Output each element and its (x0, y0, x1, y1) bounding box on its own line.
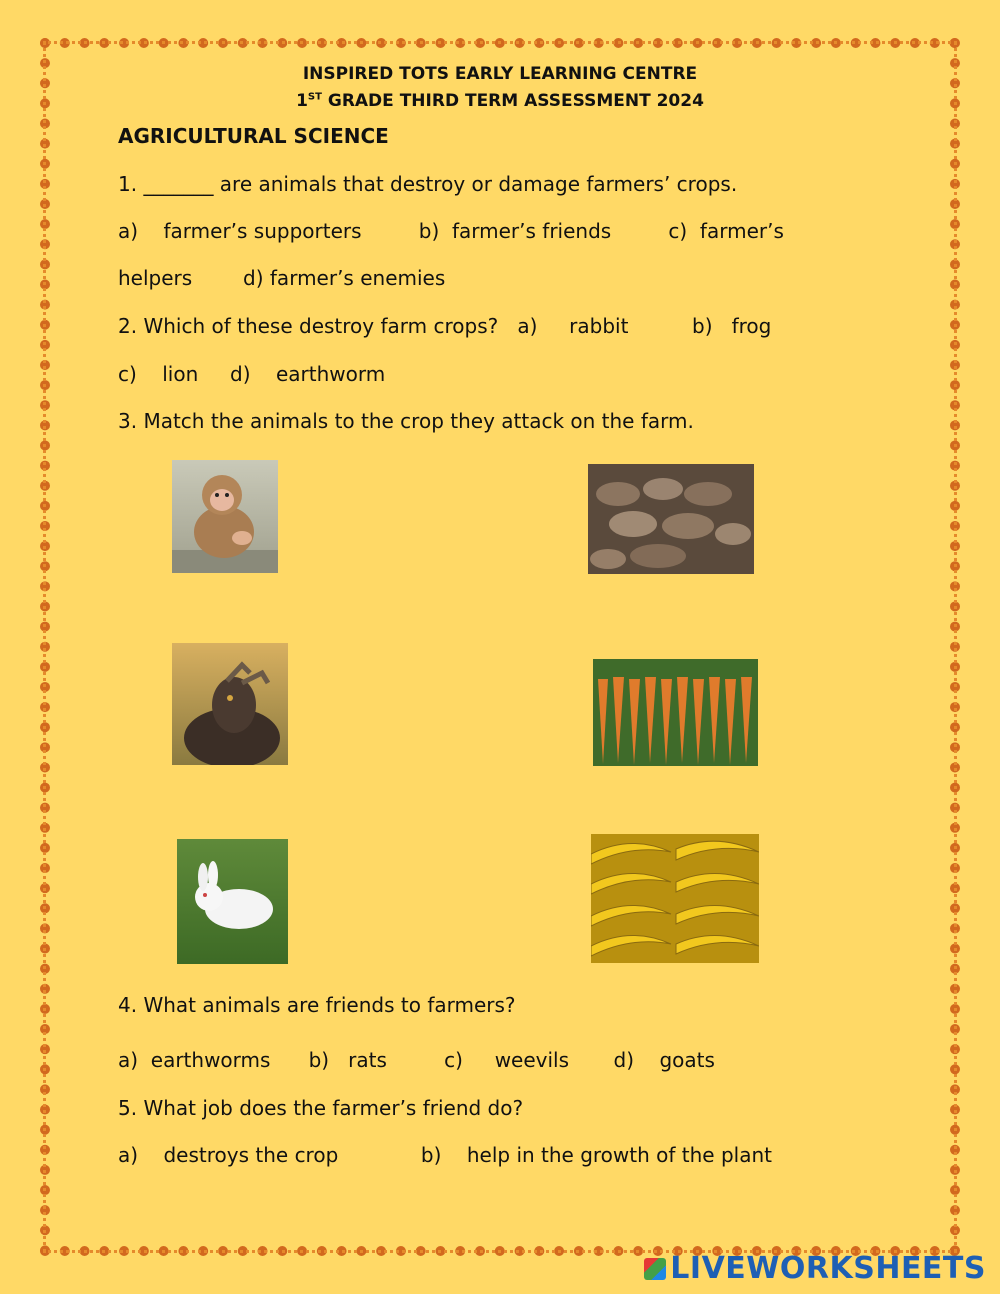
question-4: 4. What animals are friends to farmers? (118, 993, 516, 1017)
question-1-options-cont: helpers d) farmer’s enemies (118, 266, 446, 290)
question-1: 1. _______ are animals that destroy or damage farmers’ crops. (118, 172, 738, 196)
question-4-options: a) earthworms b) rats c) weevils d) goats (118, 1048, 715, 1072)
bananas-image[interactable] (591, 834, 759, 963)
question-2: 2. Which of these destroy farm crops? a) rabbit b) frog (118, 314, 772, 338)
carrots-image[interactable] (593, 659, 758, 766)
school-name: INSPIRED TOTS EARLY LEARNING CENTRE (302, 64, 698, 84)
rabbit-image[interactable] (177, 839, 288, 964)
goat-image[interactable] (172, 643, 288, 765)
question-5-options: a) destroys the crop b) help in the growth of the plant (118, 1143, 772, 1167)
question-3: 3. Match the animals to the crop they attack on the farm. (118, 409, 694, 433)
liveworksheets-logo-icon (644, 1258, 666, 1280)
question-1-options: a) farmer’s supporters b) farmer’s friends c) farmer’s (118, 219, 784, 243)
monkey-image[interactable] (172, 460, 278, 573)
assessment-title: 1ST GRADE THIRD TERM ASSESSMENT 2024 (296, 91, 704, 111)
question-2-options: c) lion d) earthworm (118, 362, 386, 386)
watermark: LIVEWORKSHEETS (644, 1251, 986, 1286)
subject-title: AGRICULTURAL SCIENCE (118, 124, 389, 148)
question-5: 5. What job does the farmer’s friend do? (118, 1096, 524, 1120)
yams-image[interactable] (588, 464, 754, 574)
